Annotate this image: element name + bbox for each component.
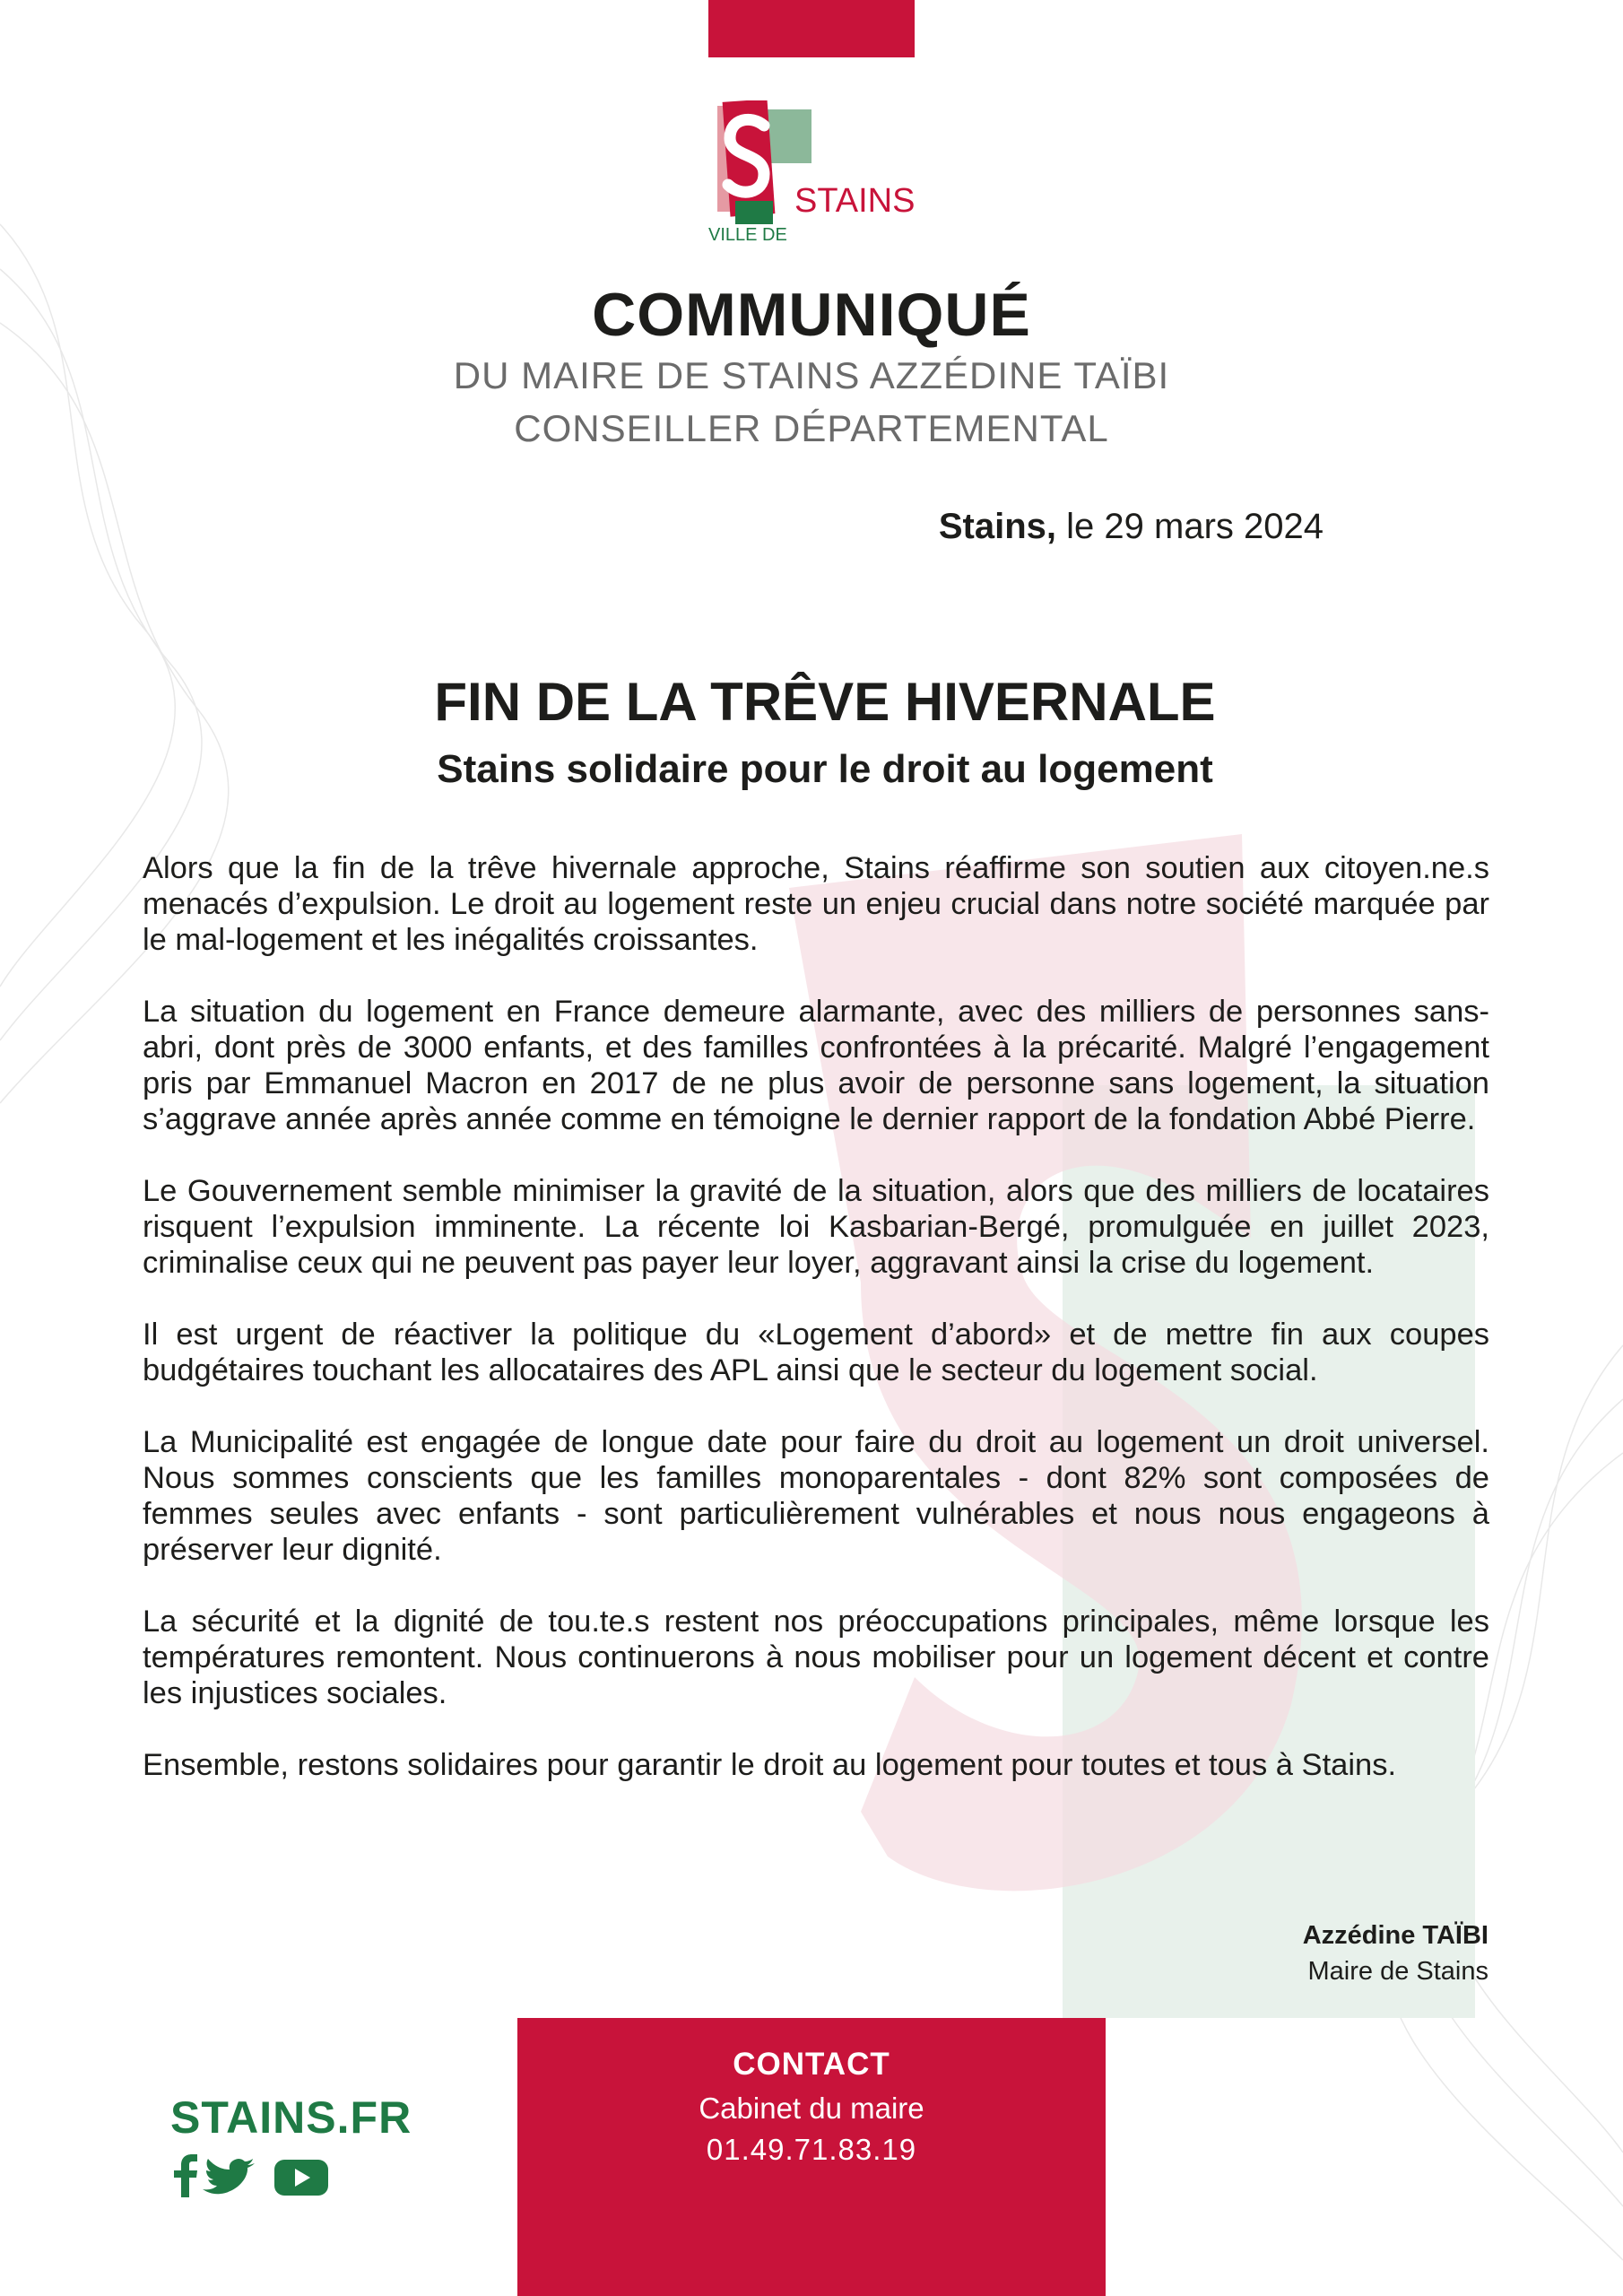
social-icons: [167, 2152, 337, 2199]
youtube-icon[interactable]: [274, 2160, 328, 2196]
svg-text:STAINS: STAINS: [794, 182, 916, 220]
paragraph: Alors que la fin de la trêve hivernale approche, Stains réaffirme son soutien aux citoyen.ne.s menacés d’expulsion. Le droit au logement reste un enjeu crucial dans notre société marquée par le mal-logement et les inégalités croissantes.: [143, 851, 1489, 957]
stains-logo: [708, 100, 924, 253]
contact-phone[interactable]: 01.49.71.83.19: [706, 2133, 917, 2166]
contact-office: Cabinet du maire: [699, 2092, 924, 2125]
page-title: COMMUNIQUÉ: [592, 281, 1031, 349]
contact-title: CONTACT: [733, 2047, 890, 2082]
author-line: DU MAIRE DE STAINS AZZÉDINE TAÏBI: [453, 354, 1170, 396]
paragraph: La Municipalité est engagée de longue date pour faire du droit au logement un droit universel. Nous sommes conscients que les familles monoparentales - dont 82% sont composées de femmes seules avec enfants - sont particulièrement vulnérables et nous nous engageons à préserver leur dignité.: [143, 1425, 1489, 1567]
signature-role: Maire de Stains: [1307, 1957, 1488, 1986]
subheadline: Stains solidaire pour le droit au logement: [437, 747, 1213, 791]
paragraph: La sécurité et la dignité de tou.te.s restent nos préoccupations principales, même lorsque les températures remontent. Nous continuerons à nous mobiliser pour un logement décent et contre les injustices sociales.: [143, 1605, 1489, 1710]
paragraph: Il est urgent de réactiver la politique du «Logement d’abord» et de mettre fin aux coupes budgétaires touchant les allocataires des APL ainsi que le secteur du logement social.: [143, 1318, 1489, 1387]
top-red-tab: [708, 0, 915, 57]
paragraph: La situation du logement en France demeure alarmante, avec des milliers de personnes sans-abri, dont près de 3000 enfants, et des familles confrontées à la précarité. Malgré l’engagement pris par Emmanuel Macron en 2017 de ne plus avoir de personne sans logement, la situation s’aggrave année après année comme en témoigne le dernier rapport de la fondation Abbé Pierre.: [143, 995, 1489, 1136]
facebook-icon[interactable]: [174, 2154, 197, 2197]
body-text: [143, 850, 1489, 1819]
dateline-place: Stains,: [938, 507, 1057, 546]
dateline-date: le 29 mars 2024: [1066, 507, 1324, 546]
paragraph: Le Gouvernement semble minimiser la gravité de la situation, alors que des milliers de locataires risquent l’expulsion imminente. La récente loi Kasbarian-Bergé, promulguée en juillet 2023, criminalise ceux qui ne peuvent pas payer leur loyer, aggravant ainsi la crise du logement.: [143, 1174, 1489, 1280]
paragraph: Ensemble, restons solidaires pour garantir le droit au logement pour toutes et tous à Stains.: [143, 1748, 1397, 1782]
dateline: [939, 507, 1324, 547]
author-title-line: CONSEILLER DÉPARTEMENTAL: [514, 407, 1109, 449]
headline: FIN DE LA TRÊVE HIVERNALE: [434, 672, 1216, 732]
signature-name: Azzédine TAÏBI: [1302, 1921, 1488, 1950]
website-link[interactable]: STAINS.FR: [170, 2092, 412, 2143]
contact-box: [517, 2018, 1106, 2296]
svg-text:VILLE DE: VILLE DE: [708, 225, 787, 245]
twitter-icon[interactable]: [203, 2159, 255, 2194]
